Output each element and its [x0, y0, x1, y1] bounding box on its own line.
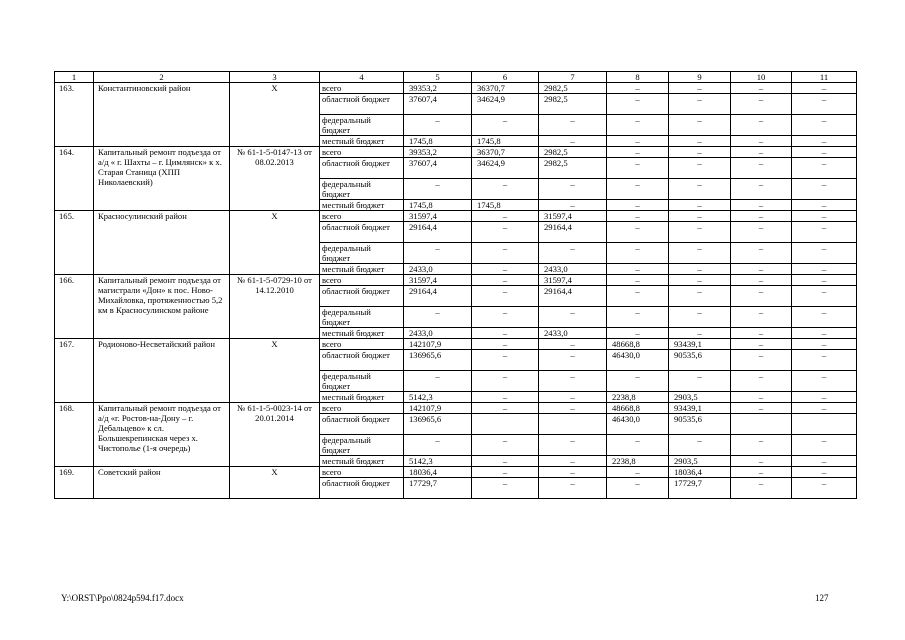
- value-cell: –: [404, 115, 472, 136]
- value-cell: –: [792, 435, 857, 456]
- value-cell: –: [669, 371, 731, 392]
- column-header-2: 2: [94, 72, 230, 83]
- value-cell: –: [539, 371, 607, 392]
- value-cell: –: [472, 339, 539, 350]
- value-cell: 36370,7: [472, 83, 539, 94]
- budget-type: местный бюджет: [320, 392, 404, 403]
- value-cell: 142107,9: [404, 339, 472, 350]
- value-cell: 48668,8: [607, 403, 669, 414]
- value-cell: 2982,5: [539, 158, 607, 179]
- value-cell: 2433,0: [404, 328, 472, 339]
- value-cell: 39353,2: [404, 147, 472, 158]
- value-cell: –: [472, 115, 539, 136]
- document-reference: X: [230, 467, 320, 499]
- value-cell: –: [539, 307, 607, 328]
- budget-type: областной бюджет: [320, 158, 404, 179]
- value-cell: –: [731, 371, 792, 392]
- row-number: 168.: [55, 403, 94, 467]
- value-cell: –: [404, 179, 472, 200]
- value-cell: –: [669, 264, 731, 275]
- value-cell: –: [731, 350, 792, 371]
- value-cell: –: [472, 243, 539, 264]
- value-cell: –: [607, 222, 669, 243]
- value-cell: –: [792, 328, 857, 339]
- value-cell: 31597,4: [539, 275, 607, 286]
- value-cell: –: [539, 467, 607, 478]
- value-cell: –: [792, 158, 857, 179]
- value-cell: –: [731, 158, 792, 179]
- value-cell: –: [731, 94, 792, 115]
- value-cell: –: [792, 83, 857, 94]
- value-cell: –: [669, 115, 731, 136]
- value-cell: –: [472, 478, 539, 499]
- value-cell: 2238,8: [607, 392, 669, 403]
- value-cell: –: [607, 286, 669, 307]
- object-name: Капитальный ремонт подъезда от магистрали «Дон» к пос. Ново-Михайловка, протяженностью 5,2 км в Красносулинском районе: [94, 275, 230, 339]
- value-cell: 34624,9: [472, 158, 539, 179]
- object-name: Красносулинский район: [94, 211, 230, 275]
- value-cell: –: [731, 222, 792, 243]
- value-cell: –: [669, 275, 731, 286]
- budget-type: федеральный бюджет: [320, 115, 404, 136]
- budget-type: областной бюджет: [320, 94, 404, 115]
- object-name: Родионово-Несветайский район: [94, 339, 230, 403]
- value-cell: –: [607, 275, 669, 286]
- column-header-4: 4: [320, 72, 404, 83]
- budget-type: федеральный бюджет: [320, 179, 404, 200]
- budget-type: всего: [320, 339, 404, 350]
- row-number: 166.: [55, 275, 94, 339]
- value-cell: –: [792, 275, 857, 286]
- value-cell: –: [607, 307, 669, 328]
- value-cell: –: [792, 200, 857, 211]
- value-cell: –: [472, 307, 539, 328]
- table-body: [55, 72, 857, 499]
- value-cell: –: [792, 307, 857, 328]
- value-cell: –: [472, 435, 539, 456]
- value-cell: 1745,8: [404, 200, 472, 211]
- value-cell: –: [539, 392, 607, 403]
- value-cell: 31597,4: [404, 275, 472, 286]
- budget-type: федеральный бюджет: [320, 243, 404, 264]
- budget-type: областной бюджет: [320, 350, 404, 371]
- budget-type: всего: [320, 275, 404, 286]
- value-cell: –: [607, 435, 669, 456]
- budget-type: всего: [320, 83, 404, 94]
- value-cell: 17729,7: [669, 478, 731, 499]
- value-cell: –: [607, 478, 669, 499]
- value-cell: –: [607, 371, 669, 392]
- value-cell: –: [669, 211, 731, 222]
- value-cell: –: [731, 435, 792, 456]
- value-cell: –: [731, 467, 792, 478]
- value-cell: 142107,9: [404, 403, 472, 414]
- budget-type: местный бюджет: [320, 200, 404, 211]
- value-cell: 48668,8: [607, 339, 669, 350]
- value-cell: –: [607, 94, 669, 115]
- value-cell: –: [472, 222, 539, 243]
- budget-type: местный бюджет: [320, 456, 404, 467]
- value-cell: –: [792, 243, 857, 264]
- budget-type: местный бюджет: [320, 264, 404, 275]
- value-cell: [539, 414, 607, 435]
- column-header-5: 5: [404, 72, 472, 83]
- value-cell: –: [792, 339, 857, 350]
- budget-type: местный бюджет: [320, 328, 404, 339]
- value-cell: –: [539, 350, 607, 371]
- page-number: 127: [815, 593, 829, 603]
- column-header-9: 9: [669, 72, 731, 83]
- row-number: 165.: [55, 211, 94, 275]
- object-name: Капитальный ремонт подъезда от а/д «г. Ростов-на-Дону – г. Дебальцево» к сл. Большекрепинская через х. Чистополье (1-я очередь): [94, 403, 230, 467]
- value-cell: –: [607, 200, 669, 211]
- budget-table: [54, 71, 857, 499]
- value-cell: –: [731, 179, 792, 200]
- row-number: 169.: [55, 467, 94, 499]
- value-cell: 1745,8: [472, 136, 539, 147]
- value-cell: –: [669, 435, 731, 456]
- column-header-11: 11: [792, 72, 857, 83]
- column-header-1: 1: [55, 72, 94, 83]
- value-cell: 46430,0: [607, 350, 669, 371]
- value-cell: 18036,4: [404, 467, 472, 478]
- value-cell: –: [607, 147, 669, 158]
- value-cell: –: [472, 211, 539, 222]
- value-cell: –: [539, 478, 607, 499]
- value-cell: –: [539, 115, 607, 136]
- value-cell: –: [669, 243, 731, 264]
- value-cell: 1745,8: [472, 200, 539, 211]
- value-cell: –: [472, 467, 539, 478]
- value-cell: 2433,0: [404, 264, 472, 275]
- value-cell: 2982,5: [539, 83, 607, 94]
- value-cell: –: [669, 286, 731, 307]
- value-cell: –: [669, 328, 731, 339]
- budget-type: федеральный бюджет: [320, 307, 404, 328]
- column-header-6: 6: [472, 72, 539, 83]
- value-cell: –: [792, 478, 857, 499]
- value-cell: –: [472, 371, 539, 392]
- table-row: [55, 339, 857, 350]
- table-row: [55, 467, 857, 478]
- value-cell: –: [792, 211, 857, 222]
- value-cell: –: [669, 94, 731, 115]
- value-cell: –: [669, 200, 731, 211]
- document-reference: X: [230, 83, 320, 147]
- column-number-header-row: [55, 72, 857, 83]
- budget-type: областной бюджет: [320, 414, 404, 435]
- value-cell: –: [472, 456, 539, 467]
- value-cell: 37607,4: [404, 94, 472, 115]
- value-cell: 31597,4: [539, 211, 607, 222]
- value-cell: –: [404, 243, 472, 264]
- value-cell: –: [731, 307, 792, 328]
- value-cell: 36370,7: [472, 147, 539, 158]
- row-number: 167.: [55, 339, 94, 403]
- value-cell: 37607,4: [404, 158, 472, 179]
- footer-file-path: Y:\ORST\Ppo\0824p594.f17.docx: [61, 593, 184, 603]
- value-cell: –: [792, 403, 857, 414]
- value-cell: –: [539, 243, 607, 264]
- value-cell: 90535,6: [669, 414, 731, 435]
- budget-type: всего: [320, 147, 404, 158]
- value-cell: –: [607, 136, 669, 147]
- value-cell: 93439,1: [669, 339, 731, 350]
- value-cell: –: [607, 83, 669, 94]
- value-cell: –: [669, 179, 731, 200]
- budget-type: местный бюджет: [320, 136, 404, 147]
- value-cell: –: [792, 286, 857, 307]
- value-cell: 136965,6: [404, 350, 472, 371]
- document-reference: № 61-1-5-0147-13 от 08.02.2013: [230, 147, 320, 211]
- value-cell: –: [472, 264, 539, 275]
- budget-type: федеральный бюджет: [320, 371, 404, 392]
- value-cell: –: [792, 456, 857, 467]
- value-cell: –: [472, 275, 539, 286]
- value-cell: –: [792, 371, 857, 392]
- value-cell: 136965,6: [404, 414, 472, 435]
- value-cell: –: [731, 478, 792, 499]
- value-cell: –: [792, 392, 857, 403]
- value-cell: –: [792, 179, 857, 200]
- value-cell: –: [472, 392, 539, 403]
- value-cell: –: [731, 339, 792, 350]
- value-cell: –: [792, 467, 857, 478]
- value-cell: –: [404, 371, 472, 392]
- value-cell: –: [539, 339, 607, 350]
- value-cell: 5142,3: [404, 392, 472, 403]
- value-cell: –: [472, 328, 539, 339]
- value-cell: –: [607, 179, 669, 200]
- value-cell: –: [731, 147, 792, 158]
- value-cell: 2903,5: [669, 392, 731, 403]
- budget-type: областной бюджет: [320, 222, 404, 243]
- value-cell: –: [539, 179, 607, 200]
- value-cell: 29164,4: [539, 286, 607, 307]
- value-cell: 39353,2: [404, 83, 472, 94]
- value-cell: –: [472, 403, 539, 414]
- value-cell: –: [607, 243, 669, 264]
- document-reference: X: [230, 339, 320, 403]
- value-cell: –: [731, 264, 792, 275]
- value-cell: –: [607, 158, 669, 179]
- value-cell: –: [669, 158, 731, 179]
- value-cell: –: [731, 211, 792, 222]
- value-cell: –: [607, 115, 669, 136]
- value-cell: –: [669, 222, 731, 243]
- column-header-7: 7: [539, 72, 607, 83]
- value-cell: –: [731, 286, 792, 307]
- value-cell: –: [731, 115, 792, 136]
- object-name: Константиновский район: [94, 83, 230, 147]
- table-row: [55, 275, 857, 286]
- value-cell: 2433,0: [539, 264, 607, 275]
- value-cell: –: [792, 350, 857, 371]
- budget-type: областной бюджет: [320, 478, 404, 499]
- value-cell: –: [472, 179, 539, 200]
- value-cell: –: [607, 211, 669, 222]
- row-number: 164.: [55, 147, 94, 211]
- column-header-3: 3: [230, 72, 320, 83]
- value-cell: –: [731, 243, 792, 264]
- budget-type: всего: [320, 211, 404, 222]
- object-name: Советский район: [94, 467, 230, 499]
- column-header-10: 10: [731, 72, 792, 83]
- document-reference: № 61-1-5-0023-14 от 20.01.2014: [230, 403, 320, 467]
- value-cell: –: [539, 456, 607, 467]
- value-cell: 29164,4: [539, 222, 607, 243]
- value-cell: –: [539, 136, 607, 147]
- value-cell: –: [472, 286, 539, 307]
- value-cell: 2982,5: [539, 147, 607, 158]
- value-cell: 5142,3: [404, 456, 472, 467]
- value-cell: –: [607, 467, 669, 478]
- value-cell: –: [792, 136, 857, 147]
- value-cell: –: [731, 403, 792, 414]
- value-cell: –: [731, 83, 792, 94]
- value-cell: –: [731, 328, 792, 339]
- value-cell: –: [539, 403, 607, 414]
- value-cell: 2238,8: [607, 456, 669, 467]
- document-reference: № 61-1-5-0729-10 от 14.12.2010: [230, 275, 320, 339]
- value-cell: 93439,1: [669, 403, 731, 414]
- value-cell: 29164,4: [404, 222, 472, 243]
- value-cell: 34624,9: [472, 94, 539, 115]
- value-cell: 2433,0: [539, 328, 607, 339]
- value-cell: –: [404, 307, 472, 328]
- document-reference: X: [230, 211, 320, 275]
- value-cell: 90535,6: [669, 350, 731, 371]
- value-cell: [472, 414, 539, 435]
- value-cell: –: [539, 435, 607, 456]
- value-cell: 2903,5: [669, 456, 731, 467]
- value-cell: –: [607, 328, 669, 339]
- budget-type: всего: [320, 403, 404, 414]
- table-row: [55, 147, 857, 158]
- value-cell: –: [792, 222, 857, 243]
- value-cell: 31597,4: [404, 211, 472, 222]
- value-cell: 1745,8: [404, 136, 472, 147]
- value-cell: –: [731, 275, 792, 286]
- object-name: Капитальный ремонт подъезда от а/д « г. Шахты – г. Цимлянск» к х. Старая Станица (ХПП Николаевский): [94, 147, 230, 211]
- value-cell: –: [404, 435, 472, 456]
- value-cell: –: [669, 83, 731, 94]
- value-cell: [731, 414, 792, 435]
- value-cell: –: [731, 456, 792, 467]
- value-cell: –: [607, 264, 669, 275]
- table-row: [55, 403, 857, 414]
- value-cell: [792, 414, 857, 435]
- value-cell: –: [539, 200, 607, 211]
- value-cell: –: [669, 136, 731, 147]
- value-cell: –: [792, 147, 857, 158]
- value-cell: –: [472, 350, 539, 371]
- value-cell: 2982,5: [539, 94, 607, 115]
- value-cell: 18036,4: [669, 467, 731, 478]
- table-row: [55, 83, 857, 94]
- budget-type: областной бюджет: [320, 286, 404, 307]
- value-cell: –: [792, 115, 857, 136]
- value-cell: 29164,4: [404, 286, 472, 307]
- value-cell: –: [731, 200, 792, 211]
- value-cell: –: [731, 392, 792, 403]
- budget-type: федеральный бюджет: [320, 435, 404, 456]
- budget-type: всего: [320, 467, 404, 478]
- value-cell: –: [792, 264, 857, 275]
- value-cell: 46430,0: [607, 414, 669, 435]
- row-number: 163.: [55, 83, 94, 147]
- value-cell: 17729,7: [404, 478, 472, 499]
- value-cell: –: [669, 147, 731, 158]
- value-cell: –: [731, 136, 792, 147]
- column-header-8: 8: [607, 72, 669, 83]
- value-cell: –: [792, 94, 857, 115]
- value-cell: –: [669, 307, 731, 328]
- table-row: [55, 211, 857, 222]
